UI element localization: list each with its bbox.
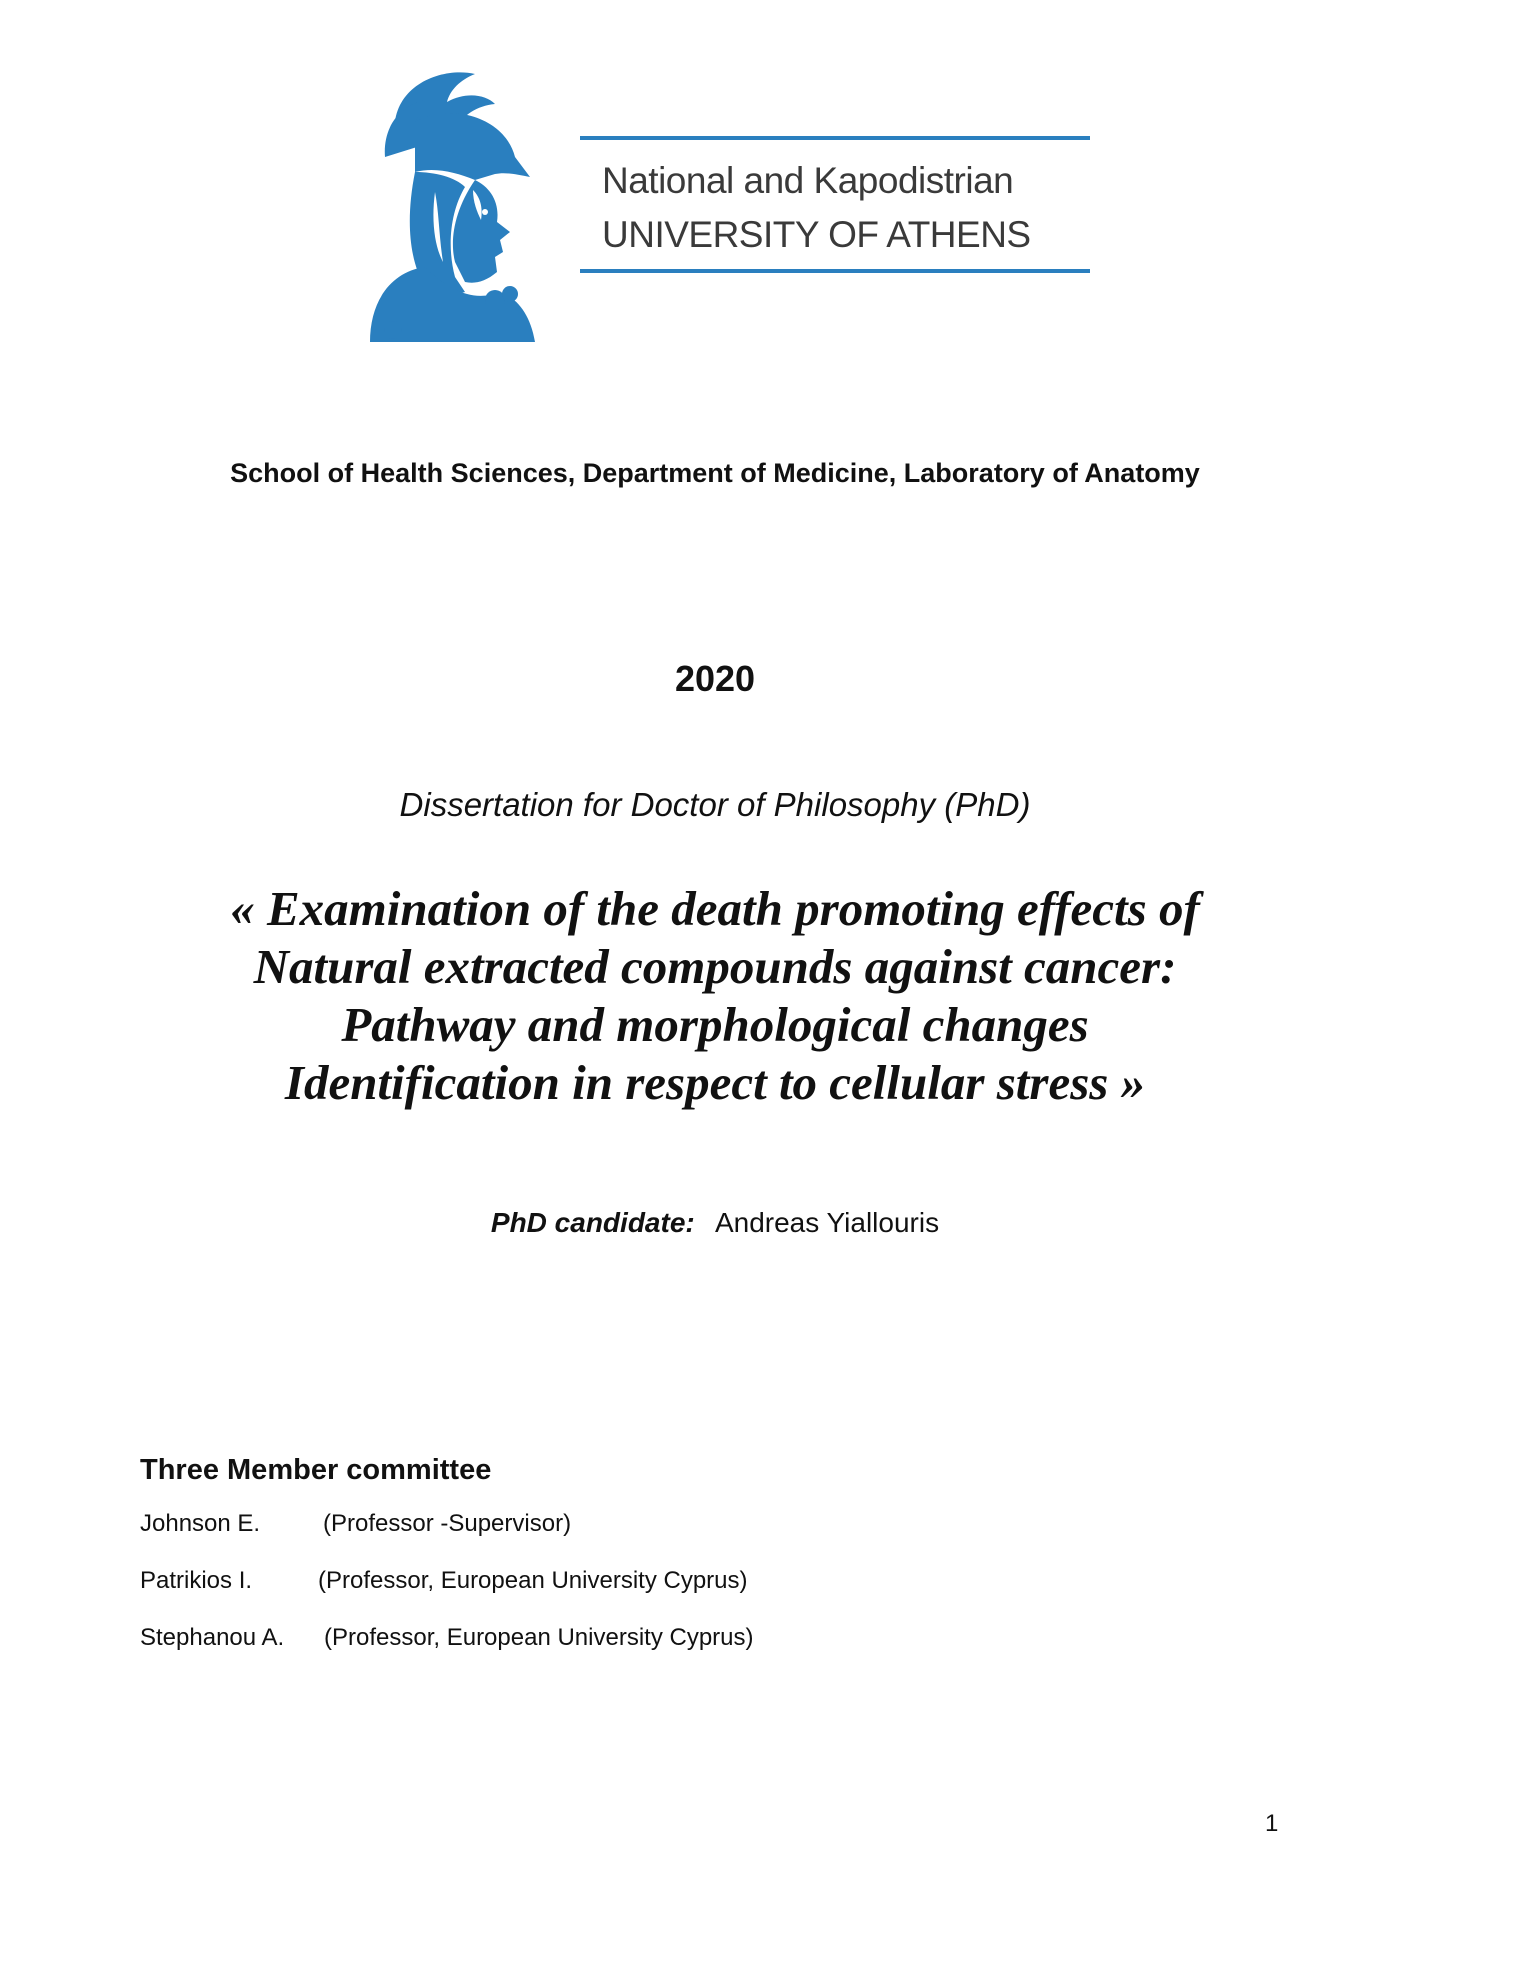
title-line: Pathway and morphological changes: [341, 997, 1089, 1052]
candidate-label: PhD candidate:: [490, 1207, 695, 1238]
athena-head-emblem-icon: [355, 62, 565, 352]
dissertation-type: Dissertation for Doctor of Philosophy (PhD): [399, 786, 1031, 823]
title-line: Identification in respect to cellular stress »: [284, 1055, 1146, 1110]
title-line: « Examination of the death promoting effects of: [230, 881, 1200, 936]
candidate-name: Andreas Yiallouris: [714, 1207, 940, 1238]
title-line: Natural extracted compounds against cancer:: [253, 939, 1177, 994]
committee-section: [140, 1454, 1040, 1680]
logo-rule-bottom: [580, 269, 1090, 273]
phd-candidate: [0, 1207, 1430, 1239]
member-name: Johnson E.: [140, 1510, 261, 1537]
logo-university-name-line2: UNIVERSITY OF ATHENS: [602, 214, 1031, 255]
member-name: Patrikios I.: [140, 1567, 253, 1594]
committee-member: [140, 1509, 1040, 1566]
committee-member: [140, 1566, 1040, 1623]
logo-university-name-line1: National and Kapodistrian: [602, 160, 1014, 201]
member-name: Stephanou A.: [140, 1624, 285, 1651]
committee-member: [140, 1623, 1040, 1680]
year: 2020: [674, 658, 756, 699]
member-role: (Professor, European University Cyprus): [318, 1567, 748, 1594]
logo-rule-top: [580, 136, 1090, 140]
member-role: (Professor -Supervisor): [323, 1510, 572, 1537]
page-number: 1: [1265, 1810, 1279, 1837]
committee-heading: Three Member committee: [140, 1454, 492, 1486]
member-role: (Professor, European University Cyprus): [324, 1624, 754, 1651]
university-logo: [355, 62, 1115, 362]
school-department-line: School of Health Sciences, Department of Medicine, Laboratory of Anatomy: [230, 458, 1200, 488]
dissertation-title: [140, 880, 1290, 1112]
